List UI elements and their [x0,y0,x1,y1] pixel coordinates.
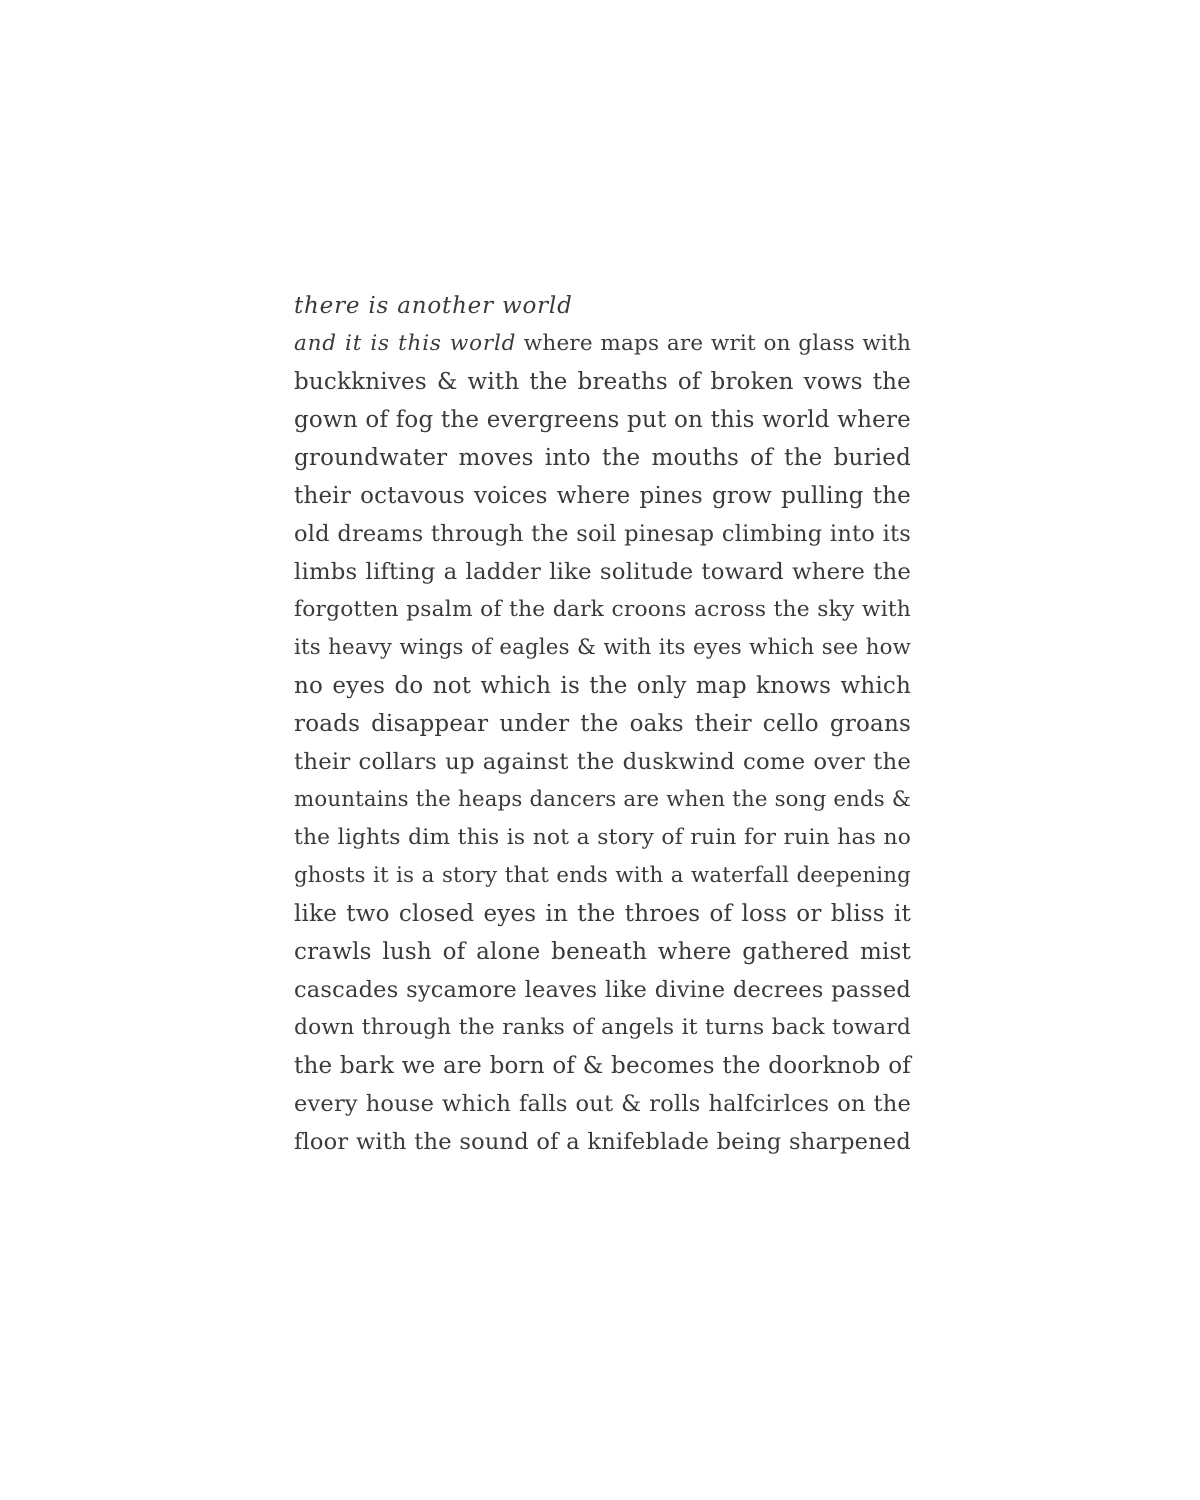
poem-line: like two closed eyes in the throes of loss or bliss it [294,901,911,927]
poem-line: every house which falls out & rolls halfcirlces on the [294,1091,911,1117]
poem-line: roads disappear under the oaks their cello groans [294,711,911,737]
poem-line: floor with the sound of a knifeblade being sharpened [294,1129,911,1155]
poem-line: forgotten psalm of the dark croons across the sky with [294,597,911,622]
poem-line [294,287,911,325]
poem-line: the bark we are born of & becomes the doorknob of [294,1053,911,1079]
poem-line: their collars up against the duskwind come over the [294,749,911,775]
poem-line: gown of fog the evergreens put on this world where [294,407,911,433]
poem-line: buckknives & with the breaths of broken vows the [294,369,911,395]
poem-italic-phrase: there is another world [294,293,573,319]
poem-text-block [294,287,911,1161]
poem-line: crawls lush of alone beneath where gathered mist [294,939,911,965]
poem-line: mountains the heaps dancers are when the song ends & [294,787,911,812]
poem-line: no eyes do not which is the only map knows which [294,673,911,699]
poem-line: ghosts it is a story that ends with a waterfall deepening [294,863,911,888]
poem-line [294,325,911,363]
poem-line: their octavous voices where pines grow pulling the [294,483,911,509]
poem-line: the lights dim this is not a story of ruin for ruin has no [294,825,911,850]
poem-italic-phrase: and it is this world [294,331,517,356]
poem-line: old dreams through the soil pinesap climbing into its [294,521,911,547]
poem-line: groundwater moves into the mouths of the buried [294,445,911,471]
poem-line: limbs lifting a ladder like solitude toward where the [294,559,911,585]
poem-line: down through the ranks of angels it turns back toward [294,1015,911,1040]
poem-line: cascades sycamore leaves like divine decrees passed [294,977,911,1003]
poem-line: its heavy wings of eagles & with its eyes which see how [294,635,911,660]
poem-line-text: where maps are writ on glass with [516,331,911,356]
